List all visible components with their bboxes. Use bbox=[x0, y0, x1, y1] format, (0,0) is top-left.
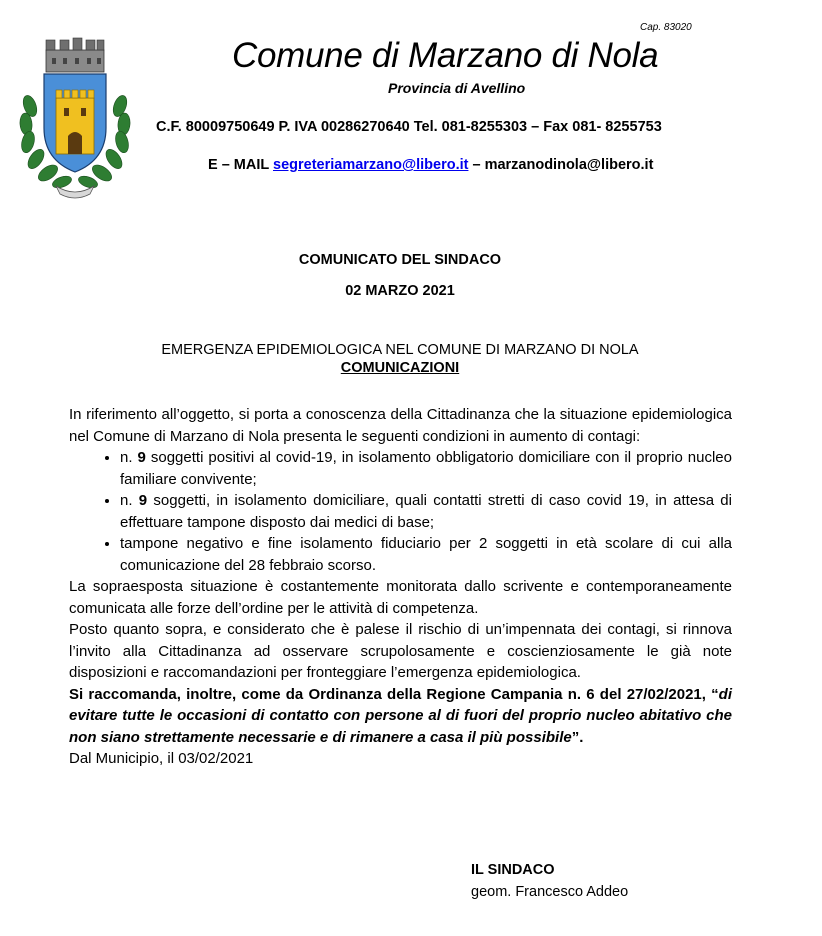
recommendation-end: ”. bbox=[571, 728, 584, 746]
bullet-count: 9 bbox=[137, 449, 146, 466]
fiscal-contact-line: C.F. 80009750649 P. IVA 00286270640 Tel. 081-8255303 – Fax 081- 8255753 bbox=[156, 119, 662, 135]
subject-line: EMERGENZA EPIDEMIOLOGICA NEL COMUNE DI MARZANO DI NOLA bbox=[161, 342, 639, 358]
municipal-crest-icon bbox=[16, 36, 134, 202]
province-label: Provincia di Avellino bbox=[388, 80, 526, 96]
recommendation-quote: di evitare tutte le occasioni di contatto con persone al di fuori del proprio nucleo abitativo che non siano strettamente necessarie e di rimanere a casa il più possibile bbox=[69, 685, 732, 746]
invitation-paragraph: Posto quanto sopra, e considerato che è palese il rischio di un’impennata dei contagi, si rinnova l’invito alla Cittadinanza ad osservare scrupolosamente e coscienziosamente le già note disposizioni e raccomandazioni per fronteggiare l’emergenza epidemiologica. bbox=[69, 621, 732, 681]
document-body bbox=[69, 404, 732, 770]
email-prefix: E – MAIL bbox=[208, 157, 273, 173]
postal-code: Cap. 83020 bbox=[640, 22, 692, 33]
bullet-text: soggetti positivi al covid-19, in isolamento obbligatorio domiciliare con il proprio nucleo familiare convivente; bbox=[120, 449, 732, 488]
comunicato-date: 02 MARZO 2021 bbox=[345, 283, 455, 299]
subject-subtitle: COMUNICAZIONI bbox=[340, 360, 460, 376]
recommendation-lead: Si raccomanda, inoltre, come da Ordinanza della Regione Campania n. 6 del 27/02/2021, “ bbox=[69, 685, 719, 703]
email-link[interactable]: segreteriamarzano@libero.it bbox=[273, 157, 469, 173]
signature-title: IL SINDACO bbox=[471, 862, 555, 878]
list-item bbox=[120, 447, 732, 490]
bullet-text: tampone negativo e fine isolamento fiduciario per 2 soggetti in età scolare di cui alla comunicazione del 28 febbraio scorso. bbox=[120, 535, 732, 574]
bullet-prefix: n. bbox=[120, 492, 139, 509]
bullet-count: 9 bbox=[138, 492, 148, 509]
list-item bbox=[120, 490, 732, 533]
monitoring-paragraph: La sopraesposta situazione è costantemente monitorata dallo scrivente e contemporaneamente comunicata alle forze dell’ordine per le attività di competenza. bbox=[69, 578, 732, 617]
municipality-title: Comune di Marzano di Nola bbox=[232, 36, 659, 75]
list-item bbox=[120, 533, 732, 576]
dated-line: Dal Municipio, il 03/02/2021 bbox=[69, 750, 254, 767]
email-line bbox=[208, 157, 653, 173]
signature-name: geom. Francesco Addeo bbox=[471, 884, 629, 900]
comunicato-title: COMUNICATO DEL SINDACO bbox=[298, 252, 502, 268]
email-suffix: – marzanodinola@libero.it bbox=[468, 157, 654, 173]
bullet-prefix: n. bbox=[120, 449, 138, 466]
bullet-text: soggetti, in isolamento domiciliare, quali contatti stretti di caso covid 19, in attesa di effettuare tampone disposto dai medici di base; bbox=[120, 492, 732, 531]
intro-paragraph: In riferimento all’oggetto, si porta a conoscenza della Cittadinanza che la situazione epidemiologica nel Comune di Marzano di Nola presenta le seguenti condizioni in aumento di contagi: bbox=[69, 406, 732, 445]
recommendation-paragraph bbox=[69, 684, 732, 749]
condition-list bbox=[69, 447, 732, 576]
